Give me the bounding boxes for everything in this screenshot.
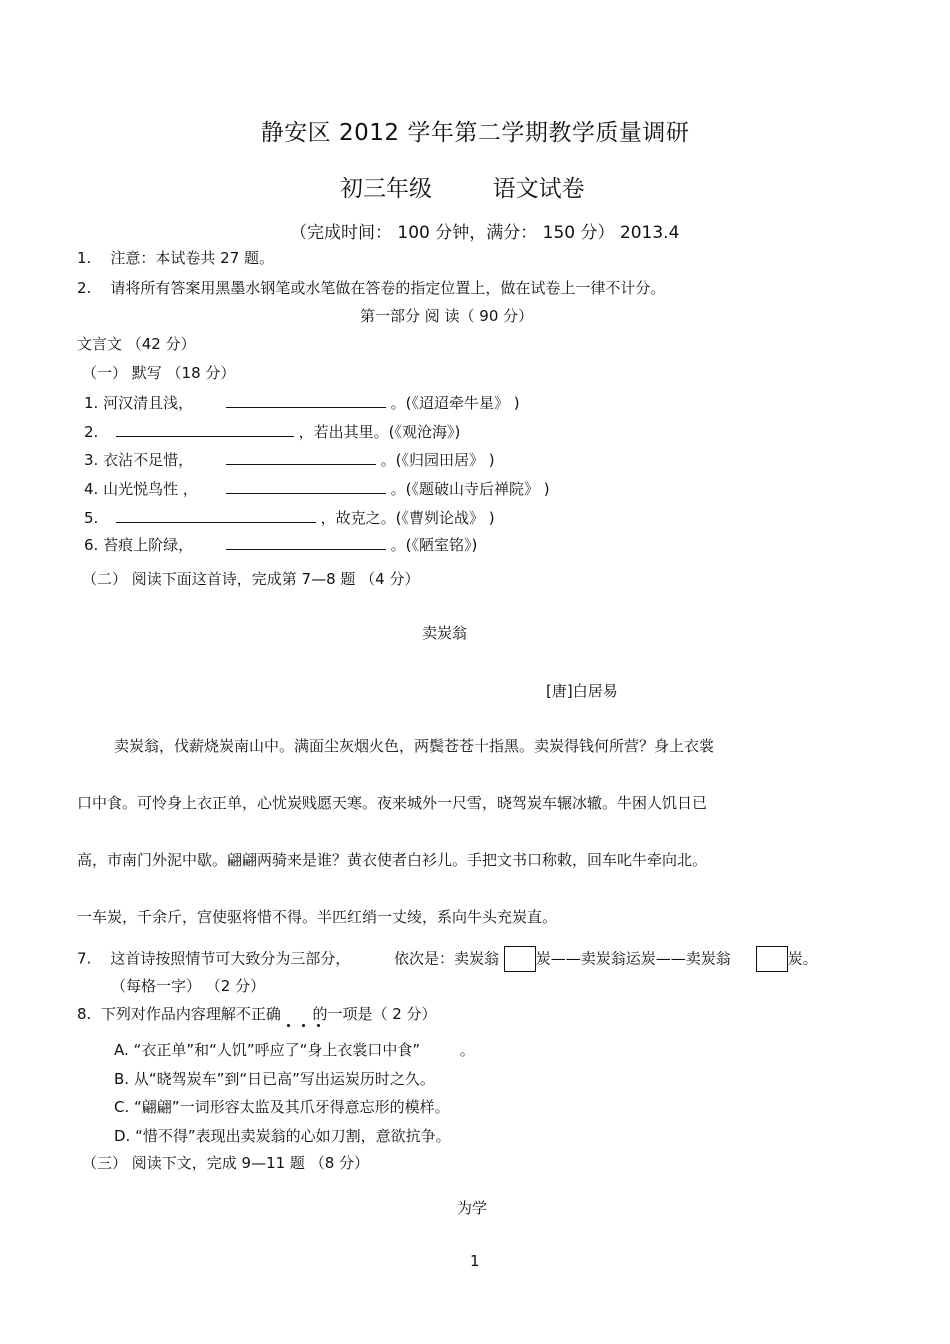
question-text: 下列对作品内容理解不正确	[100, 1005, 281, 1023]
item-number: 6.	[84, 536, 99, 554]
question-8	[77, 1003, 437, 1024]
answer-box[interactable]	[504, 946, 536, 972]
item-pre-text: 山光悦鸟性 ，	[103, 480, 198, 498]
fill-item-1	[84, 391, 520, 413]
answer-blank[interactable]	[116, 506, 316, 523]
answer-blank[interactable]	[226, 391, 386, 408]
question-number: 8.	[77, 1005, 92, 1023]
poem-line-3: 高，市南门外泥中歇。翩翩两骑来是谁？黄衣使者白衫儿。手把文书口称敕，回车叱牛牵向北。	[77, 851, 708, 869]
part-heading: 第一部分 阅 读（ 90 分）	[360, 307, 534, 325]
subject-label: 语文试卷	[492, 176, 585, 202]
emphasis-dot	[317, 1024, 320, 1027]
item-post-text: 。(《迢迢牵牛星》 )	[390, 394, 520, 412]
item-post-text: 。(《陋室铭》)	[390, 536, 478, 554]
item-number: 3.	[84, 451, 99, 469]
item-post-text: ，故克之。(《曹刿论战》 )	[320, 509, 495, 527]
poem-author: [唐]白居易	[546, 682, 618, 700]
question-number: 7.	[77, 949, 92, 968]
item-number: 1.	[84, 394, 99, 412]
question-text: 这首诗按照情节可大致分为三部分，	[110, 949, 351, 968]
note-1	[77, 247, 274, 268]
section-heading-3: （三） 阅读下文，完成 9—11 题 （8 分）	[82, 1154, 370, 1172]
option-c[interactable]	[114, 1096, 450, 1117]
fill-item-5	[84, 506, 495, 528]
fill-item-3	[84, 448, 495, 470]
fill-item-4	[84, 477, 550, 499]
option-label: C.	[114, 1098, 130, 1116]
question-7-note: （每格一字） （2 分）	[111, 977, 266, 995]
note-number: 2.	[77, 279, 92, 297]
item-post-text: 。(《题破山寺后禅院》 )	[390, 480, 550, 498]
option-d[interactable]	[114, 1125, 451, 1146]
item-post-text: 。(《归园田居》 )	[380, 451, 495, 469]
option-label: D.	[114, 1127, 131, 1145]
classical-heading: 文言文 （42 分）	[77, 335, 196, 353]
note-text: 注意：本试卷共 27 题。	[110, 249, 275, 267]
option-text: “惜不得”表现出卖炭翁的心如刀割，意欲抗争。	[135, 1127, 451, 1145]
answer-box[interactable]	[756, 946, 788, 972]
question-text: 炭。	[787, 949, 818, 968]
poem-line-2: 口中食。可怜身上衣正单，心忧炭贱愿天寒。夜来城外一尺雪，晓驾炭车辗冰辙。牛困人饥日已	[77, 794, 708, 812]
fill-item-2	[84, 420, 460, 442]
option-text: “衣正单”和“人饥”呼应了“身上衣裳口中食”	[133, 1041, 421, 1059]
item-pre-text: 衣沾不足惜，	[103, 451, 194, 469]
item-number: 5.	[84, 509, 99, 527]
emphasis-dot	[287, 1024, 290, 1027]
item-pre-text: 河汉清且浅，	[103, 394, 194, 412]
question-text: 炭——卖炭翁运炭——卖炭翁	[535, 949, 731, 968]
question-text: 依次是：卖炭翁	[393, 949, 499, 968]
page-number: 1	[470, 1252, 480, 1270]
grade-label: 初三年级	[340, 176, 432, 202]
question-text: 的一项是（ 2 分）	[312, 1005, 437, 1023]
passage-title: 为学	[457, 1199, 488, 1217]
section-heading-1: （一） 默写 （18 分）	[82, 364, 236, 382]
answer-blank[interactable]	[116, 420, 294, 437]
poem-title: 卖炭翁	[422, 624, 468, 642]
item-pre-text: 苔痕上阶绿，	[103, 536, 194, 554]
note-number: 1.	[77, 249, 92, 267]
fill-item-6	[84, 533, 477, 555]
answer-blank[interactable]	[226, 477, 386, 494]
poem-line-4: 一车炭，千余斤，宫使驱将惜不得。半匹红绡一丈绫，系向牛头充炭直。	[77, 908, 558, 926]
poem-line-1: 卖炭翁，伐薪烧炭南山中。满面尘灰烟火色，两鬓苍苍十指黑。卖炭得钱何所营？身上衣裳	[114, 737, 715, 755]
option-tail: 。	[459, 1041, 475, 1059]
option-a[interactable]	[114, 1039, 475, 1060]
option-text: “翩翩”一词形容太监及其爪牙得意忘形的模样。	[134, 1098, 450, 1116]
option-label: B.	[114, 1070, 130, 1088]
option-b[interactable]	[114, 1068, 435, 1089]
answer-blank[interactable]	[226, 448, 376, 465]
section-heading-2: （二） 阅读下面这首诗，完成第 7—8 题 （4 分）	[82, 570, 420, 588]
option-label: A.	[114, 1041, 129, 1059]
note-text: 请将所有答案用黑墨水钢笔或水笔做在答卷的指定位置上，做在试卷上一律不计分。	[110, 279, 666, 297]
item-number: 2.	[84, 423, 99, 441]
answer-blank[interactable]	[226, 533, 386, 550]
option-text: 从“晓驾炭车”到“日已高”写出运炭历时之久。	[133, 1070, 435, 1088]
item-post-text: ，若出其里。(《观沧海》)	[298, 423, 461, 441]
note-2	[77, 277, 665, 298]
emphasis-dot	[302, 1024, 305, 1027]
exam-meta: （完成时间： 100 分钟，满分： 150 分） 2013.4	[290, 223, 680, 243]
item-number: 4.	[84, 480, 99, 498]
exam-title: 静安区 2012 学年第二学期教学质量调研	[260, 120, 690, 146]
question-7	[77, 946, 818, 972]
exam-subtitle	[340, 170, 585, 203]
